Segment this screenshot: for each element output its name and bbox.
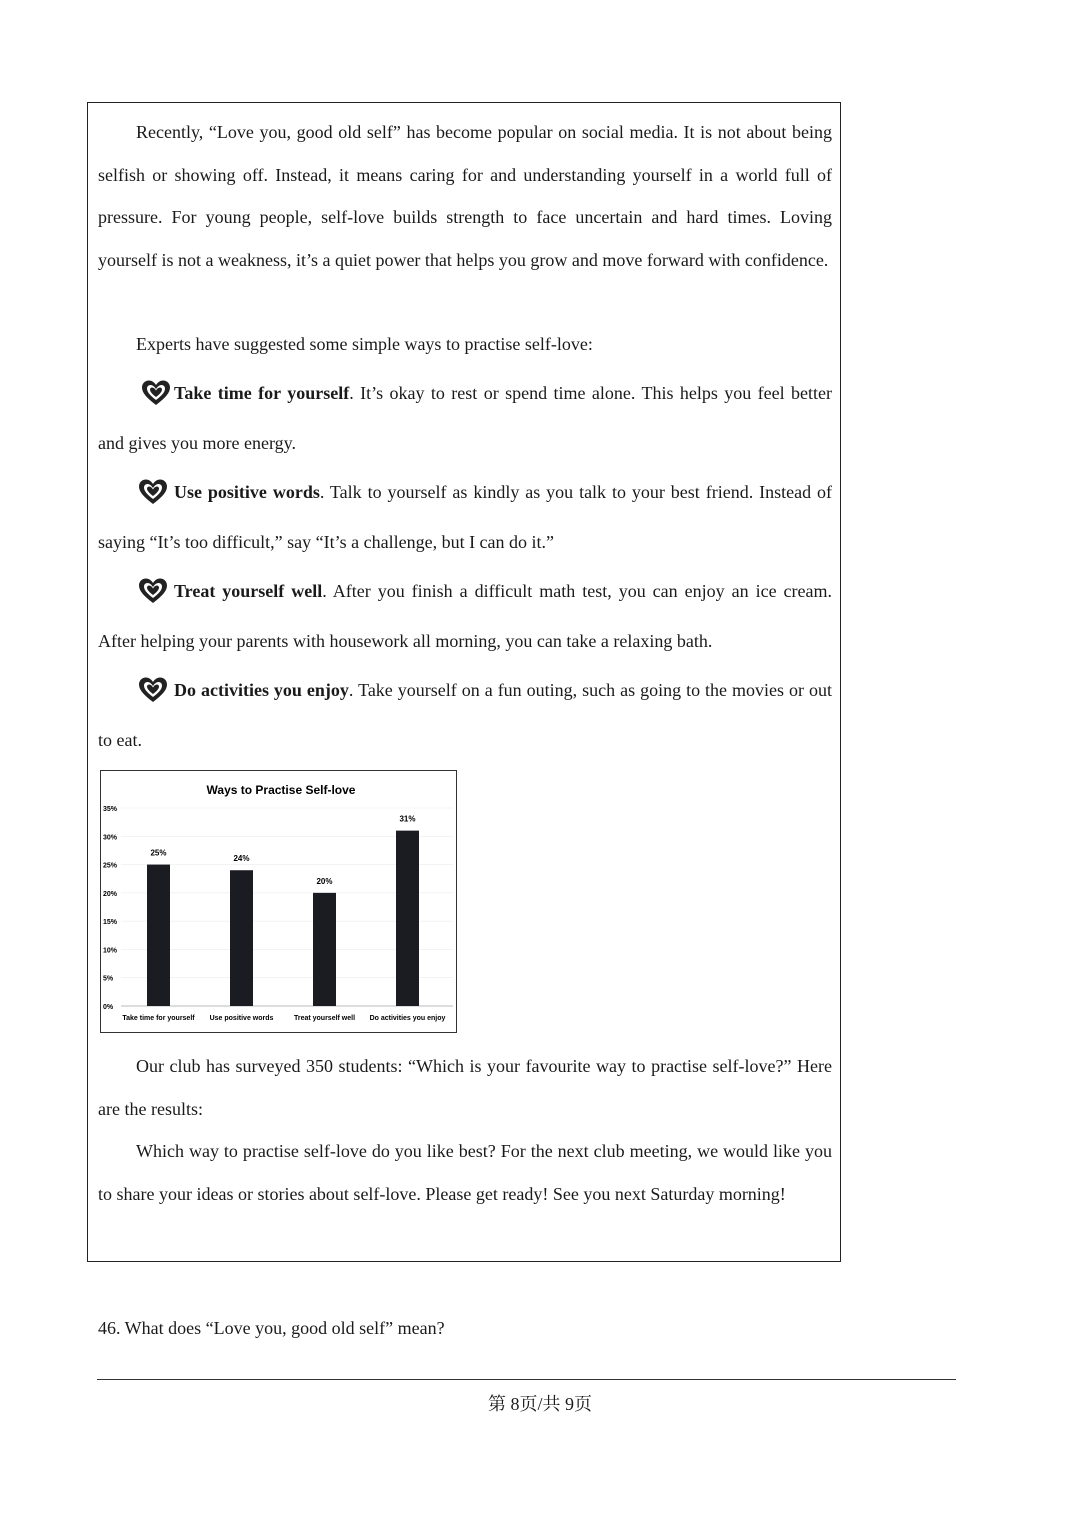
page-number: 第 8页/共 9页: [487, 1394, 592, 1414]
chart-svg: [101, 771, 455, 1031]
bar: [147, 865, 170, 1006]
category-label: Treat yourself well: [293, 1015, 356, 1022]
bar-value-label: 25%: [150, 848, 167, 858]
tip-title: Treat yourself well: [174, 581, 323, 601]
passage-box: [87, 102, 841, 1262]
heart-icon: [138, 676, 168, 704]
bar-value-label: 20%: [316, 876, 333, 886]
y-tick-label: 0%: [103, 1004, 114, 1011]
tip-activities: [98, 666, 832, 765]
bar: [313, 893, 336, 1006]
tip-title: Use positive words: [174, 482, 320, 502]
bar: [396, 831, 419, 1006]
tip-title: Do activities you enjoy: [174, 680, 349, 700]
tip-take-time: [98, 369, 832, 468]
tip-text: . Talk to yourself as kindly as you talk to your best friend. Instead of saying “It’s too difficult,” say “It’s a challenge, but I can do it.”: [98, 482, 833, 552]
paragraph-survey: Our club has surveyed 350 students: “Which is your favourite way to practise self-love?” Here are the results:: [98, 1056, 832, 1119]
y-tick-label: 15%: [103, 919, 118, 927]
chart-title: Ways to Practise Self-love: [206, 783, 356, 797]
heart-icon: [138, 478, 168, 506]
tip-positive-words: [98, 468, 832, 567]
paragraph-experts: Experts have suggested some simple ways to practise self-love:: [136, 334, 593, 354]
bar-value-label: 31%: [399, 814, 416, 824]
bar-chart: [100, 770, 457, 1033]
tip-text: . Take yourself on a fun outing, such as going to the movies or out to eat.: [98, 680, 832, 750]
bar-value-label: 24%: [233, 854, 250, 864]
bar: [230, 870, 253, 1006]
heart-icon: [138, 577, 168, 605]
category-label: Do activities you enjoy: [369, 1015, 446, 1022]
paragraph-invitation: Which way to practise self-love do you like best? For the next club meeting, we would like you to share your ideas or stories about self-love. Please get ready! See you next Saturday morning!: [98, 1141, 832, 1204]
tip-text: . After you finish a difficult math test, you can enjoy an ice cream. After helping your parents with housework all morning, you can take a relaxing bath.: [98, 581, 832, 651]
category-label: Use positive words: [209, 1015, 274, 1022]
tip-treat-yourself: [98, 567, 832, 666]
paragraph-intro: Recently, “Love you, good old self” has become popular on social media. It is not about being selfish or showing off. Instead, it means caring for and understanding yourself in a world full of pressure. For young people, self-love builds strength to face uncertain and hard times. Loving yourself is not a weakness, it’s a quiet power that helps you grow and move forward with confidence.: [98, 122, 832, 270]
tip-title: Take time for yourself: [174, 383, 350, 403]
heart-icon: [141, 379, 171, 407]
category-label: Take time for yourself: [122, 1015, 195, 1022]
y-tick-label: 25%: [103, 862, 118, 870]
y-tick-label: 35%: [103, 806, 118, 813]
footer-divider: [97, 1379, 956, 1380]
y-tick-label: 10%: [103, 947, 118, 955]
question-46: 46. What does “Love you, good old self” mean?: [98, 1318, 445, 1338]
tip-text: . It’s okay to rest or spend time alone. This helps you feel better and gives you more energy.: [98, 383, 833, 453]
y-tick-label: 30%: [103, 834, 118, 842]
y-tick-label: 5%: [103, 975, 114, 983]
y-tick-label: 20%: [103, 890, 118, 898]
